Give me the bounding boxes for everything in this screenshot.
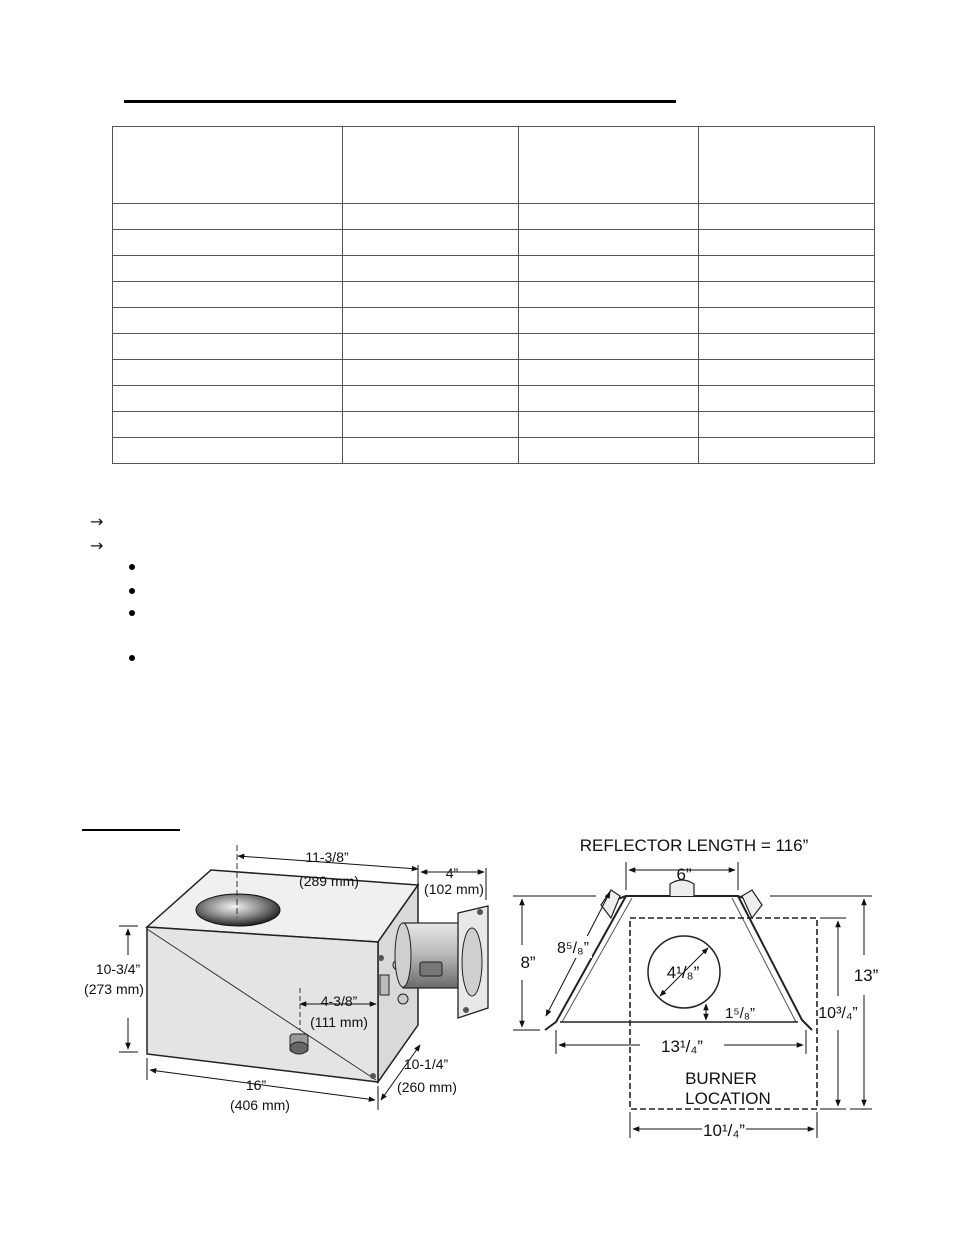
arrow-bullet: → — [90, 512, 104, 531]
dim-length-inch: 16” — [245, 1077, 267, 1093]
dim-flange-mm: (102 mm) — [424, 881, 484, 897]
dim-height-inch: 10-3/4” — [95, 961, 141, 977]
dim-length-mm: (406 mm) — [230, 1097, 290, 1113]
arrow-bullet: → — [90, 536, 104, 555]
burner-label-line1: BURNER — [685, 1069, 757, 1088]
dim-total-height: 13” — [853, 966, 879, 985]
dim-inner-height: 10³/₄” — [818, 1005, 858, 1022]
burner-label-line2: LOCATION — [685, 1089, 771, 1108]
dim-depth-inch: 10-1/4” — [403, 1056, 449, 1072]
burner-box-drawing — [84, 845, 488, 1113]
dim-top-mm: (289 mm) — [299, 873, 359, 889]
dim-side-height: 8” — [520, 953, 536, 972]
dim-offset: 1⁵/₈” — [725, 1005, 755, 1022]
dim-flange-inch: 4” — [445, 865, 459, 881]
reflector-drawing — [513, 836, 879, 1140]
dim-top-inch: 11-3/8” — [305, 849, 349, 865]
reflector-length-label: REFLECTOR LENGTH = 116” — [579, 836, 809, 855]
dim-pipe-mm: (111 mm) — [310, 1014, 368, 1030]
dim-hole: 4¹/₈” — [666, 963, 700, 982]
dim-slant: 8⁵/₈” — [557, 940, 589, 957]
dim-bottom: 13¹/₄” — [661, 1037, 703, 1056]
dim-height-mm: (273 mm) — [84, 981, 144, 997]
dim-pipe-inch: 4-3/8” — [320, 993, 358, 1009]
dim-top: 6” — [676, 865, 692, 884]
dim-depth-mm: (260 mm) — [397, 1079, 457, 1095]
dim-burner-width: 10¹/₄” — [703, 1121, 745, 1140]
